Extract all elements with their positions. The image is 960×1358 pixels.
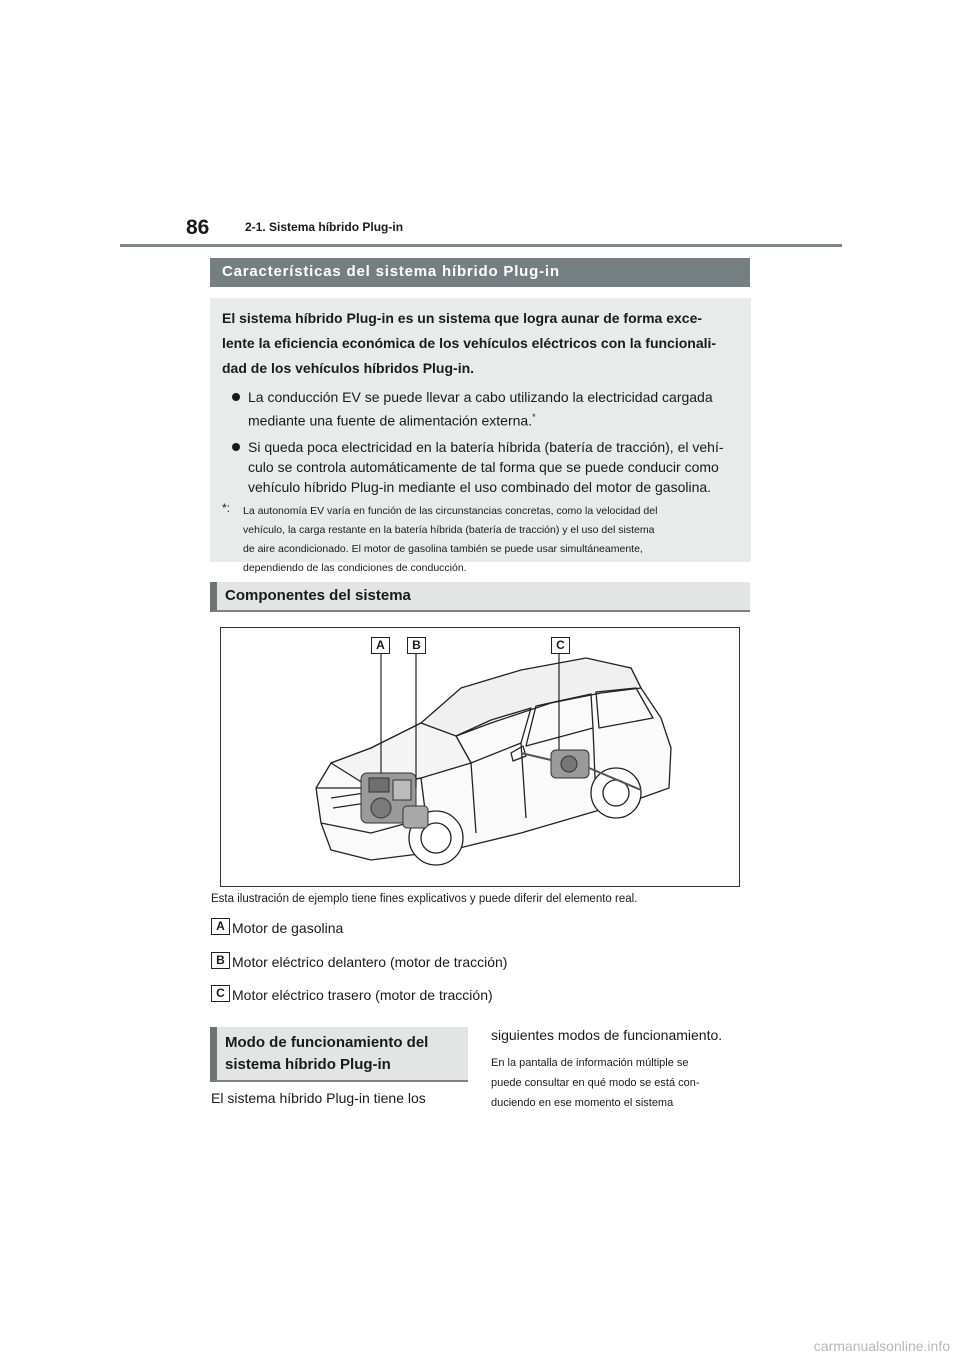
footnote-ref: *: [532, 412, 536, 422]
bullet-line: La conducción EV se puede llevar a cabo utilizando la electricidad cargada: [248, 389, 713, 405]
watermark: carmanualsonline.info: [813, 1338, 950, 1354]
bullet-item: [222, 387, 739, 431]
intro-line: El sistema híbrido Plug-in es un sistema que logra aunar de forma exce-: [222, 310, 703, 326]
running-header: 2-1. Sistema híbrido Plug-in: [245, 220, 404, 234]
bullet-line: mediante una fuente de alimentación externa.: [248, 412, 533, 429]
features-heading: Características del sistema híbrido Plug-in: [210, 258, 750, 287]
callout-a: A: [371, 637, 390, 654]
features-box: [210, 298, 751, 574]
suv-drawing-icon: [221, 628, 739, 886]
footnote-line: dependiendo de las condiciones de conducción.: [243, 561, 467, 574]
footnote-mark: *:: [222, 500, 231, 515]
modes-paragraph-right: siguientes modos de funcionamiento.: [491, 1027, 723, 1043]
components-heading: Componentes del sistema: [210, 582, 750, 612]
illustration-caption: Esta ilustración de ejemplo tiene fines explicativos y puede diferir del elemento real.: [211, 893, 638, 905]
legend-key-a: A: [211, 918, 230, 935]
intro-paragraph: [222, 306, 739, 381]
bullet-dot-icon: [232, 443, 240, 451]
modes-paragraph-left: El sistema híbrido Plug-in tiene los: [211, 1090, 426, 1106]
legend-key-b: B: [211, 952, 230, 969]
modes-note: [491, 1053, 751, 1113]
legend-text-a: Motor de gasolina: [232, 920, 344, 936]
bullet-dot-icon: [232, 393, 240, 401]
bullet-line: culo se controla automáticamente de tal forma que se puede conducir como: [248, 458, 719, 475]
footnote-line: de aire acondicionado. El motor de gasolina también se puede usar simultáneamente,: [243, 542, 643, 555]
callout-c: C: [551, 637, 570, 654]
modes-note-line: duciendo en ese momento el sistema: [491, 1097, 674, 1109]
modes-heading: [210, 1027, 468, 1082]
vehicle-illustration: [220, 627, 740, 887]
footnote: [222, 502, 739, 578]
intro-line: dad de los vehículos híbridos Plug-in.: [222, 360, 475, 376]
footnote-line: vehículo, la carga restante en la batería híbrida (batería de tracción) y el uso del sistema: [243, 523, 655, 536]
footnote-line: La autonomía EV varía en función de las circunstancias concretas, como la velocidad del: [243, 504, 658, 517]
legend-text-b: Motor eléctrico delantero (motor de tracción): [232, 954, 508, 970]
bullet-line: vehículo híbrido Plug-in mediante el uso combinado del motor de gasolina.: [248, 478, 712, 495]
modes-note-line: En la pantalla de información múltiple se: [491, 1057, 689, 1069]
bullet-item: [222, 437, 739, 497]
modes-note-line: puede consultar en qué modo se está con-: [491, 1077, 700, 1089]
modes-heading-line: Modo de funcionamiento del: [225, 1034, 429, 1051]
bullet-line: Si queda poca electricidad en la batería híbrida (batería de tracción), el vehí-: [248, 438, 724, 455]
intro-line: lente la eficiencia económica de los vehículos eléctricos con la funcionali-: [222, 335, 717, 351]
callout-b: B: [407, 637, 426, 654]
modes-heading-line: sistema híbrido Plug-in: [225, 1056, 391, 1073]
header-rule: [120, 244, 842, 247]
legend-key-c: C: [211, 985, 230, 1002]
page-number: 86: [186, 216, 210, 239]
legend-text-c: Motor eléctrico trasero (motor de tracción): [232, 987, 493, 1003]
